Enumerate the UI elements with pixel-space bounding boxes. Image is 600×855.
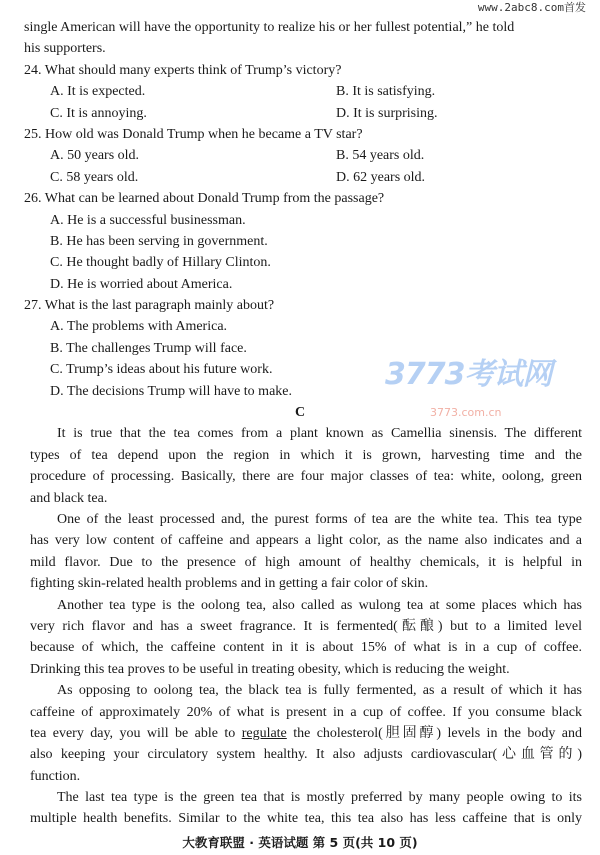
question (0, 295, 600, 402)
option: B. It is satisfying. (336, 84, 436, 100)
passage-line: very rich flavor and has a sweet fragrance. It is fermented(酝酿) but to a limited level (30, 618, 582, 634)
passage-line: and black tea. (30, 490, 108, 506)
intro-line: his supporters. (24, 41, 106, 57)
option-row (0, 103, 600, 124)
option: C. Trump’s ideas about his future work. (50, 362, 273, 378)
passage-line: It is true that the tea comes from a plant known as Camellia sinensis. The different (57, 426, 582, 442)
option-row (0, 167, 600, 188)
passage-line: Drinking this tea proves to be useful in treating obesity, which is reducing the weight. (30, 661, 510, 677)
passage-line: multiple health benefits. Similar to the white tea, this tea also has less caffeine that is only (30, 811, 582, 827)
question (0, 188, 600, 295)
option: D. It is surprising. (336, 105, 438, 121)
underlined-word: regulate (241, 725, 287, 741)
passage-line: mild flavor. Due to the presence of high amount of healthy chemicals, it is helpful in (30, 554, 582, 570)
option: D. He is worried about America. (50, 276, 233, 292)
option: D. The decisions Trump will have to make. (50, 383, 292, 399)
passage-line: because of which, the caffeine content in it is about 15% of what is in a cup of coffee. (30, 640, 582, 656)
option: C. He thought badly of Hillary Clinton. (50, 255, 271, 271)
passage-line: Another tea type is the oolong tea, also called as wulong tea at some places which has (57, 597, 582, 613)
intro-text (0, 17, 600, 60)
question (0, 124, 600, 188)
watermark-url: 3773.com.cn (430, 406, 502, 419)
option: D. 62 years old. (336, 169, 426, 185)
passage-line: fighting skin-related health problems and in getting a fair color of skin. (30, 576, 429, 592)
passage-line: One of the least processed and, the purest forms of tea are the white tea. This tea type (57, 511, 582, 527)
option: B. He has been serving in government. (50, 233, 268, 249)
passage-line: The last tea type is the green tea that is mostly preferred by many people owing to its (57, 790, 582, 806)
passage-c (0, 423, 600, 829)
intro-line: single American will have the opportunity to realize his or her fullest potential,” he told (24, 20, 515, 35)
question-stem: 27. What is the last paragraph mainly about? (24, 298, 275, 314)
section-heading: C (294, 405, 306, 421)
page-footer: 大教育联盟 · 英语试题 第 5 页(共 10 页) (182, 835, 418, 850)
passage-line: also keeping your circulatory system healthy. It also adjusts cardiovascular(心血管的) (30, 747, 582, 763)
option: C. It is annoying. (50, 105, 147, 121)
option-row (0, 145, 600, 166)
option-row (0, 81, 600, 102)
question (0, 60, 600, 124)
option: A. 50 years old. (50, 148, 140, 164)
passage-line: caffeine of approximately 20% of what is present in a cup of coffee. If you consume black (30, 704, 582, 720)
passage-line: As opposing to oolong tea, the black tea is fully fermented, as a result of which it has (57, 683, 582, 699)
passage-line: has very low content of caffeine and appears a light color, as the name also indicates and a (30, 533, 582, 549)
question-stem: 25. How old was Donald Trump when he became a TV star? (24, 126, 363, 142)
exam-page (0, 17, 600, 830)
option: A. The problems with America. (50, 319, 228, 335)
option: A. It is expected. (50, 84, 146, 100)
watermark-site: www.2abc8.com首发 (477, 1, 586, 14)
passage-line: function. (30, 768, 81, 784)
passage-line: procedure of processing. Basically, there are four major classes of tea: white, oolong, green (30, 469, 582, 485)
passage-line: tea every day, you will be able to regulate the cholesterol(胆固醇) levels in the body and (30, 725, 582, 741)
passage-line: types of tea depend upon the region in which it is grown, harvesting time and the (30, 447, 582, 463)
question-stem: 24. What should many experts think of Trump’s victory? (24, 62, 342, 78)
question-list (0, 60, 600, 402)
option: A. He is a successful businessman. (50, 212, 246, 228)
watermark-logo: 3773考试网 (385, 357, 552, 392)
question-stem: 26. What can be learned about Donald Trump from the passage? (24, 191, 385, 207)
option: C. 58 years old. (50, 169, 139, 185)
option: B. 54 years old. (336, 148, 425, 164)
option: B. The challenges Trump will face. (50, 340, 247, 356)
